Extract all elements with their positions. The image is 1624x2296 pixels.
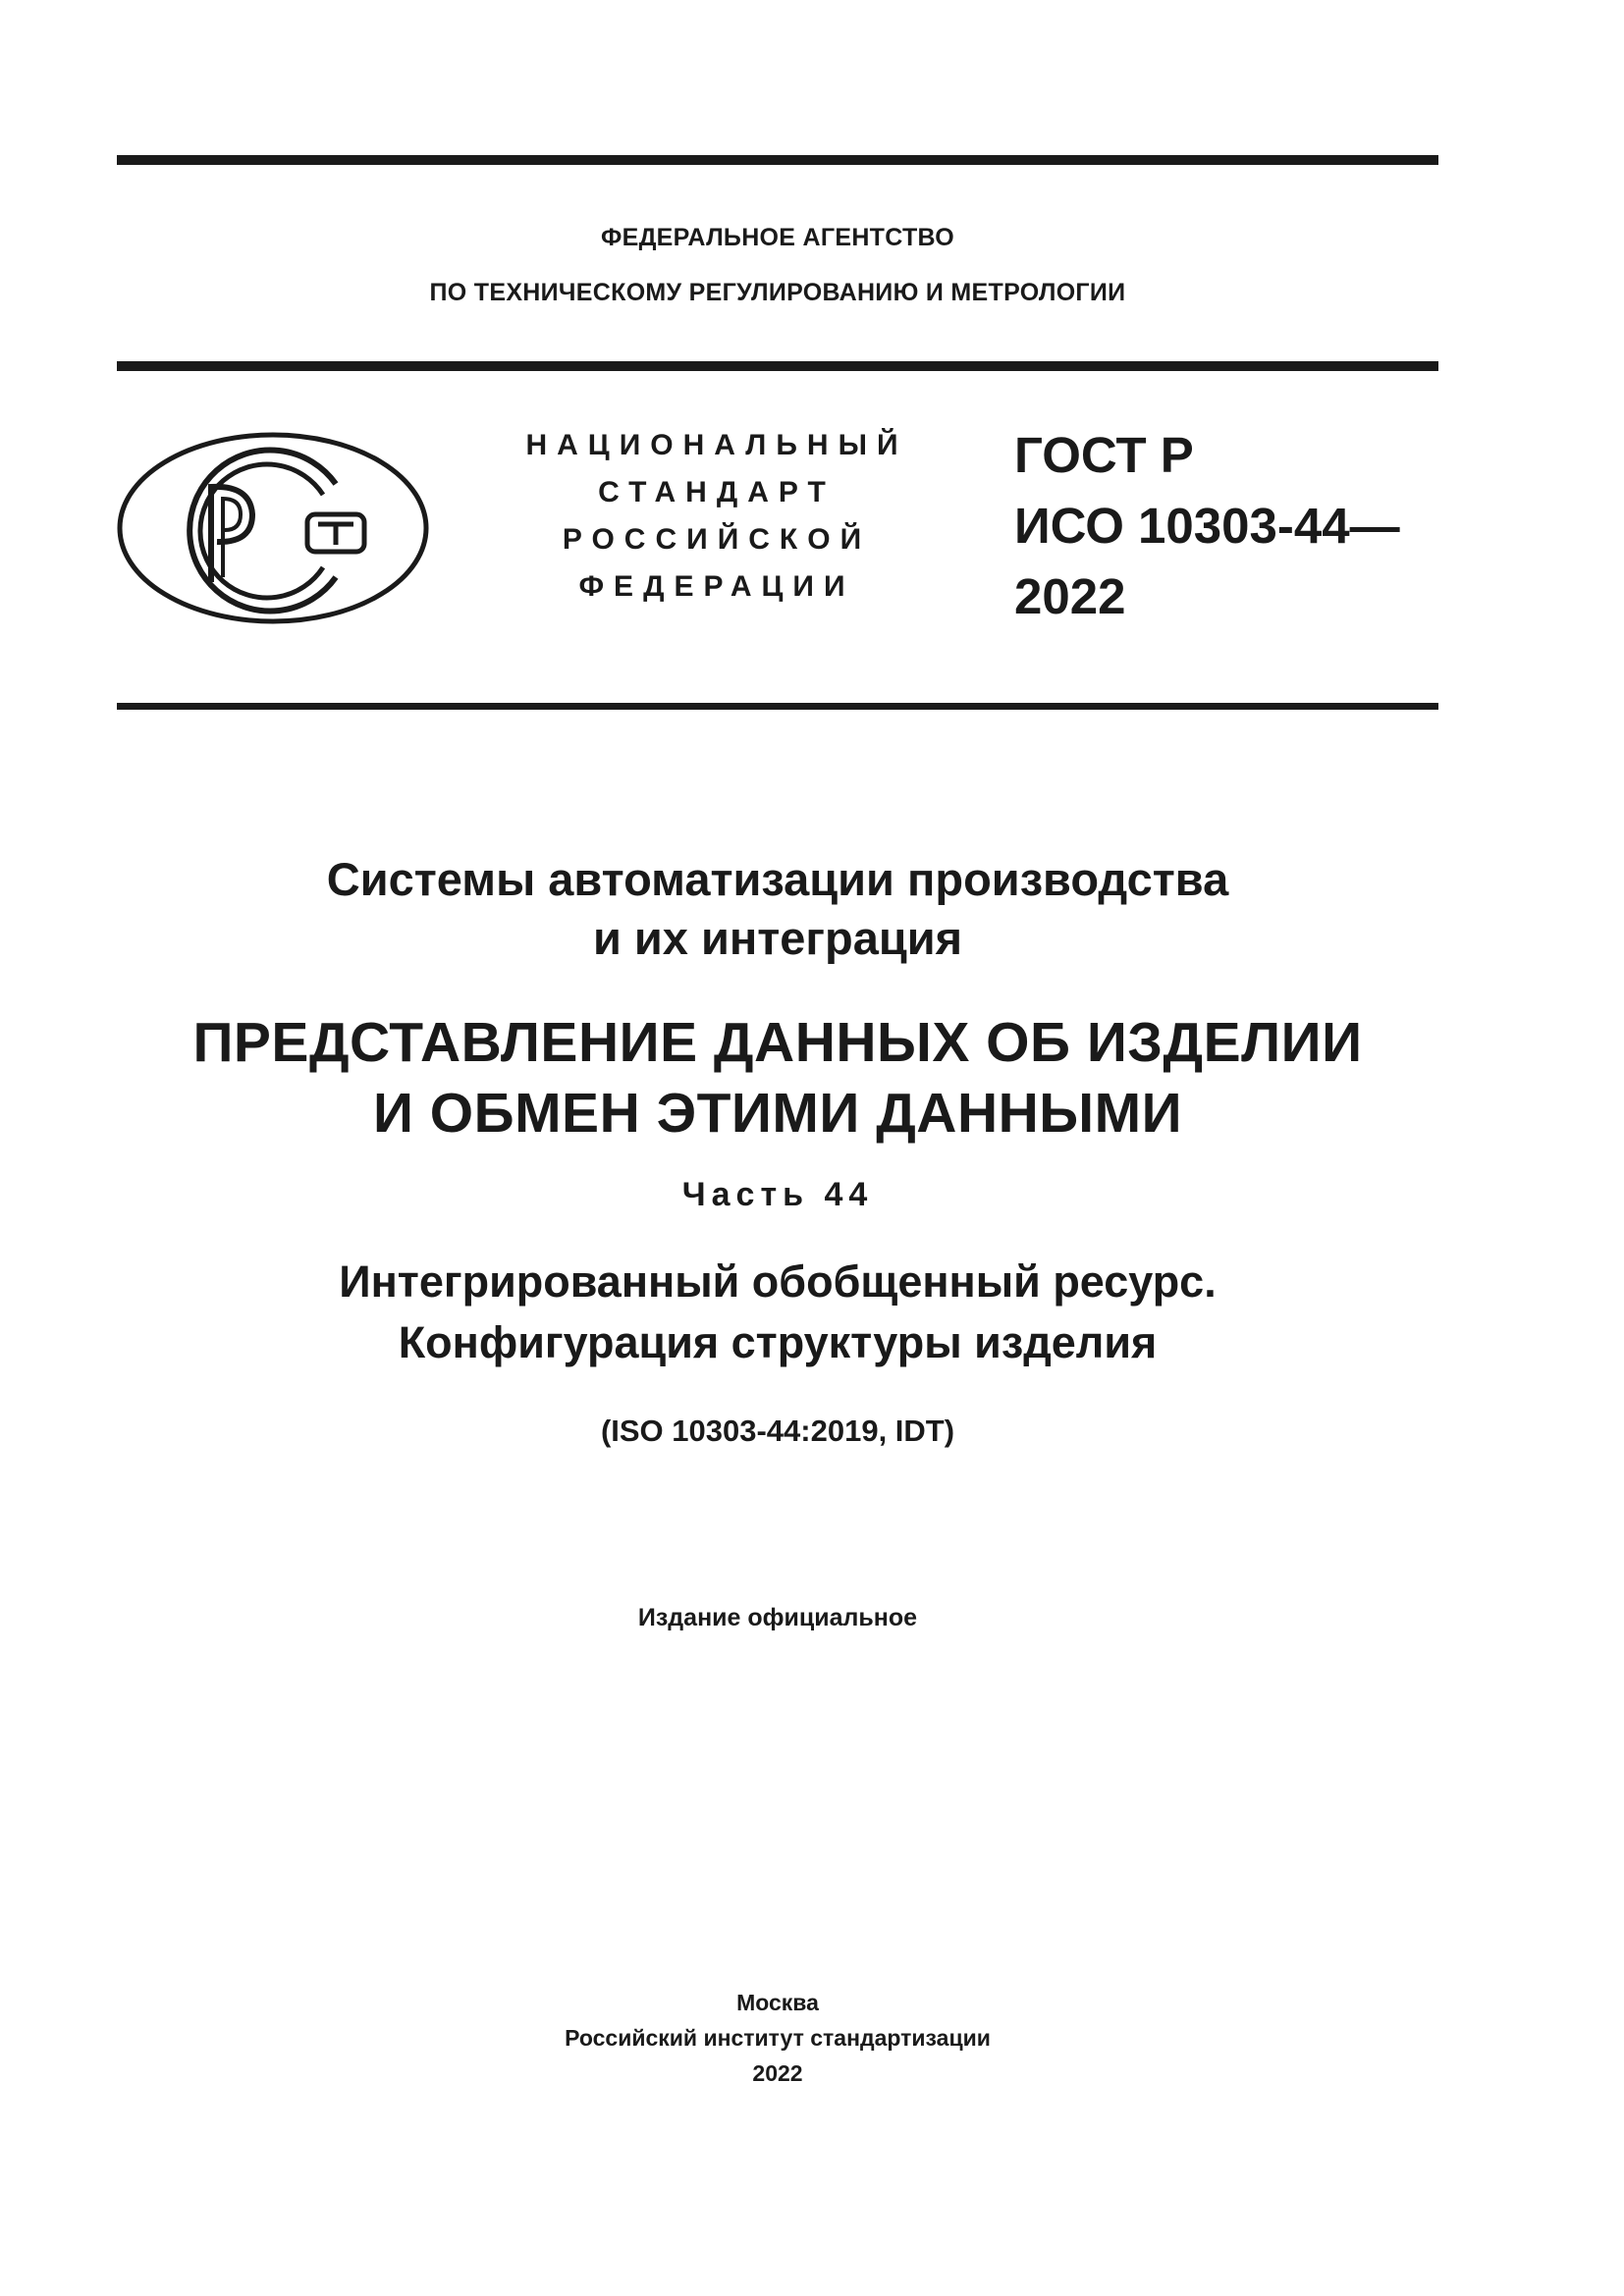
header-rule bbox=[117, 361, 1438, 371]
national-line-3: РОССИЙСКОЙ bbox=[562, 523, 872, 556]
official-edition: Издание официальное bbox=[637, 1604, 918, 1631]
imprint-city: Москва bbox=[736, 1990, 819, 2015]
designation-line-3: 2022 bbox=[1014, 568, 1126, 624]
subtitle-line-1: Интегрированный обобщенный ресурс. bbox=[339, 1256, 1217, 1307]
imprint-publisher: Российский институт стандартизации bbox=[565, 2025, 991, 2051]
series-title-line-1: Системы автоматизации производства bbox=[326, 853, 1229, 905]
national-line-1: НАЦИОНАЛЬНЫЙ bbox=[525, 429, 908, 461]
rst-gost-logo-icon bbox=[115, 430, 431, 631]
standard-designation bbox=[1014, 420, 1446, 632]
designation-line-2: ИСО 10303-44— bbox=[1014, 498, 1400, 554]
designation-line-1: ГОСТ Р bbox=[1014, 427, 1194, 483]
iso-reference: (ISO 10303-44:2019, IDT) bbox=[600, 1414, 955, 1448]
subtitle-line-2: Конфигурация структуры изделия bbox=[398, 1317, 1158, 1367]
national-line-4: ФЕДЕРАЦИИ bbox=[578, 570, 855, 603]
imprint-year: 2022 bbox=[752, 2060, 803, 2086]
national-standard-label bbox=[491, 422, 943, 611]
designation-rule bbox=[117, 703, 1438, 710]
main-title-line-2: И ОБМЕН ЭТИМИ ДАННЫМИ bbox=[372, 1082, 1183, 1145]
agency-line-1: ФЕДЕРАЛЬНОЕ АГЕНТСТВО bbox=[600, 224, 955, 251]
top-rule bbox=[117, 155, 1438, 165]
agency-line-2: ПО ТЕХНИЧЕСКОМУ РЕГУЛИРОВАНИЮ И МЕТРОЛОГИИ bbox=[429, 279, 1126, 306]
main-title-line-1: ПРЕДСТАВЛЕНИЕ ДАННЫХ ОБ ИЗДЕЛИИ bbox=[192, 1011, 1363, 1074]
national-line-2: СТАНДАРТ bbox=[598, 476, 836, 508]
series-title-line-2: и их интеграция bbox=[592, 912, 963, 964]
part-number: Часть 44 bbox=[681, 1176, 874, 1213]
